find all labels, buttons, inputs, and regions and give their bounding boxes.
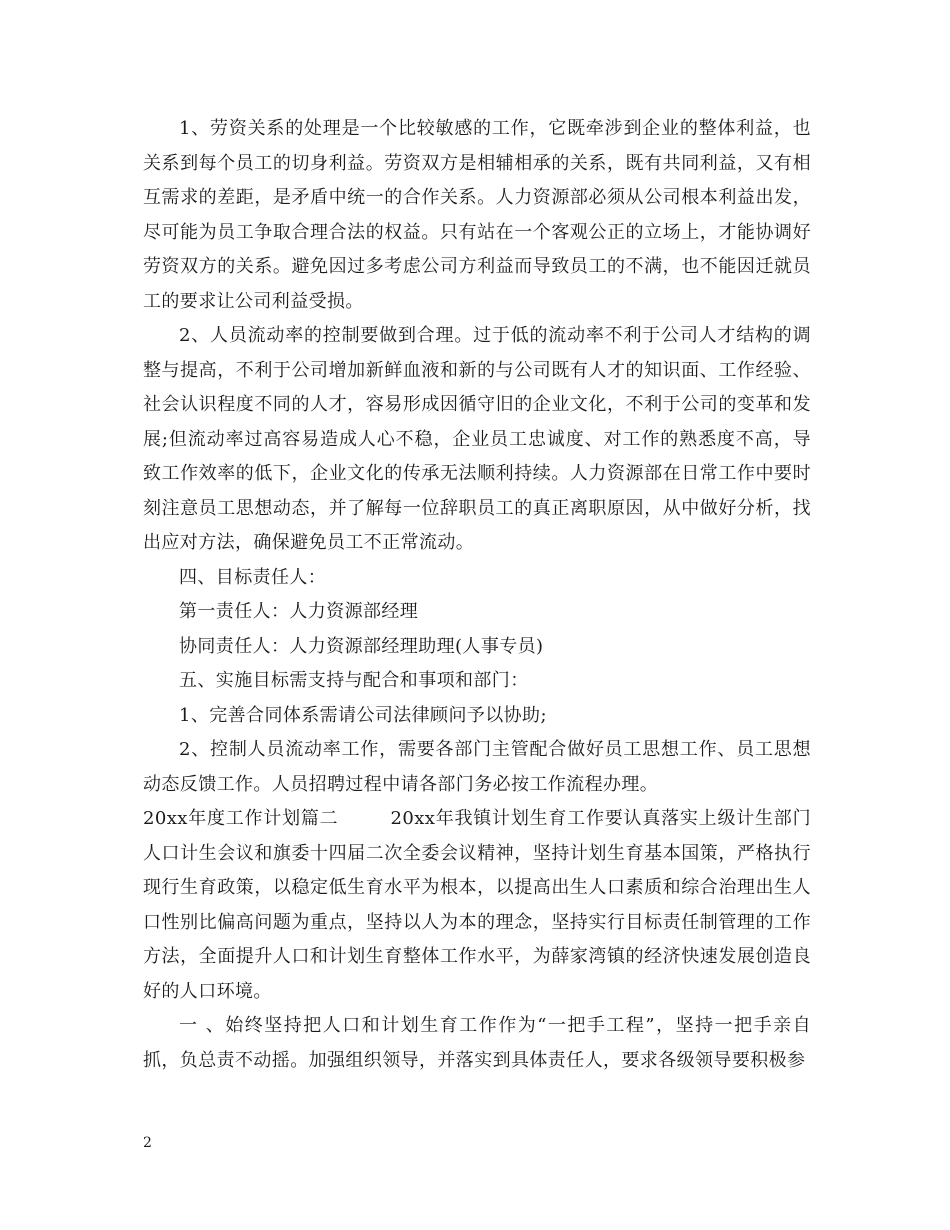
- paragraph-primary-responsible: 第一责任人：人力资源部经理: [179, 601, 419, 622]
- document-body: [143, 112, 811, 1078]
- paragraph-turnover-work: 2、控制人员流动率工作，需要各部门主管配合做好员工思想工作、员工思想动态反馈工作。人员招聘过程中请各部门务必按工作流程办理。: [143, 739, 811, 795]
- paragraph-plan-part-two: 20xx年度工作计划篇二 20xx年我镇计划生育工作要认真落实上级计生部门人口计生会议和旗委十四届二次全委会议精神，坚持计划生育基本国策，严格执行现行生育政策，以稳定低生育水平为根本，以提高出生人口素质和综合治理出生人口性别比偏高问题为重点，坚持以人为本的理念，坚持实行目标责任制管理的工作方法，全面提升人口和计划生育整体工作水平，为薛家湾镇的经济快速发展创造良好的人口环境。: [143, 808, 811, 1002]
- page-number: 2: [143, 1135, 152, 1151]
- paragraph-first-priority: 一 、始终坚持把人口和计划生育工作作为“一把手工程”，坚持一把手亲自抓，负总责不动摇。加强组织领导，并落实到具体责任人，要求各级领导要积极参: [143, 1015, 811, 1071]
- paragraph-turnover-control: 2、人员流动率的控制要做到合理。过于低的流动率不利于公司人才结构的调整与提高，不利于公司增加新鲜血液和新的与公司既有人才的知识面、工作经验、社会认识程度不同的人才，容易形成因循守旧的企业文化，不利于公司的变革和发展;但流动率过高容易造成人心不稳，企业员工忠诚度、对工作的熟悉度不高，导致工作效率的低下，企业文化的传承无法顺利持续。人力资源部在日常工作中要时刻注意员工思想动态，并了解每一位辞职员工的真正离职原因，从中做好分析，找出应对方法，确保避免员工不正常流动。: [143, 325, 811, 553]
- paragraph-co-responsible: 协同责任人：人力资源部经理助理(人事专员): [179, 635, 544, 657]
- section-heading-support-departments: 五、实施目标需支持与配合和事项和部门：: [179, 670, 529, 691]
- paragraph-contract-system: 1、完善合同体系需请公司法律顾问予以协助;: [179, 704, 547, 726]
- section-heading-responsible-persons: 四、目标责任人：: [179, 566, 327, 588]
- paragraph-labor-relations: 1、劳资关系的处理是一个比较敏感的工作，它既牵涉到企业的整体利益，也关系到每个员工的切身利益。劳资双方是相辅相承的关系，既有共同利益，又有相互需求的差距，是矛盾中统一的合作关系。人力资源部必须从公司根本利益出发，尽可能为员工争取合理合法的权益。只有站在一个客观公正的立场上，才能协调好劳资双方的关系。避免因过多考虑公司方利益而导致员工的不满，也不能因迁就员工的要求让公司利益受损。: [143, 118, 811, 312]
